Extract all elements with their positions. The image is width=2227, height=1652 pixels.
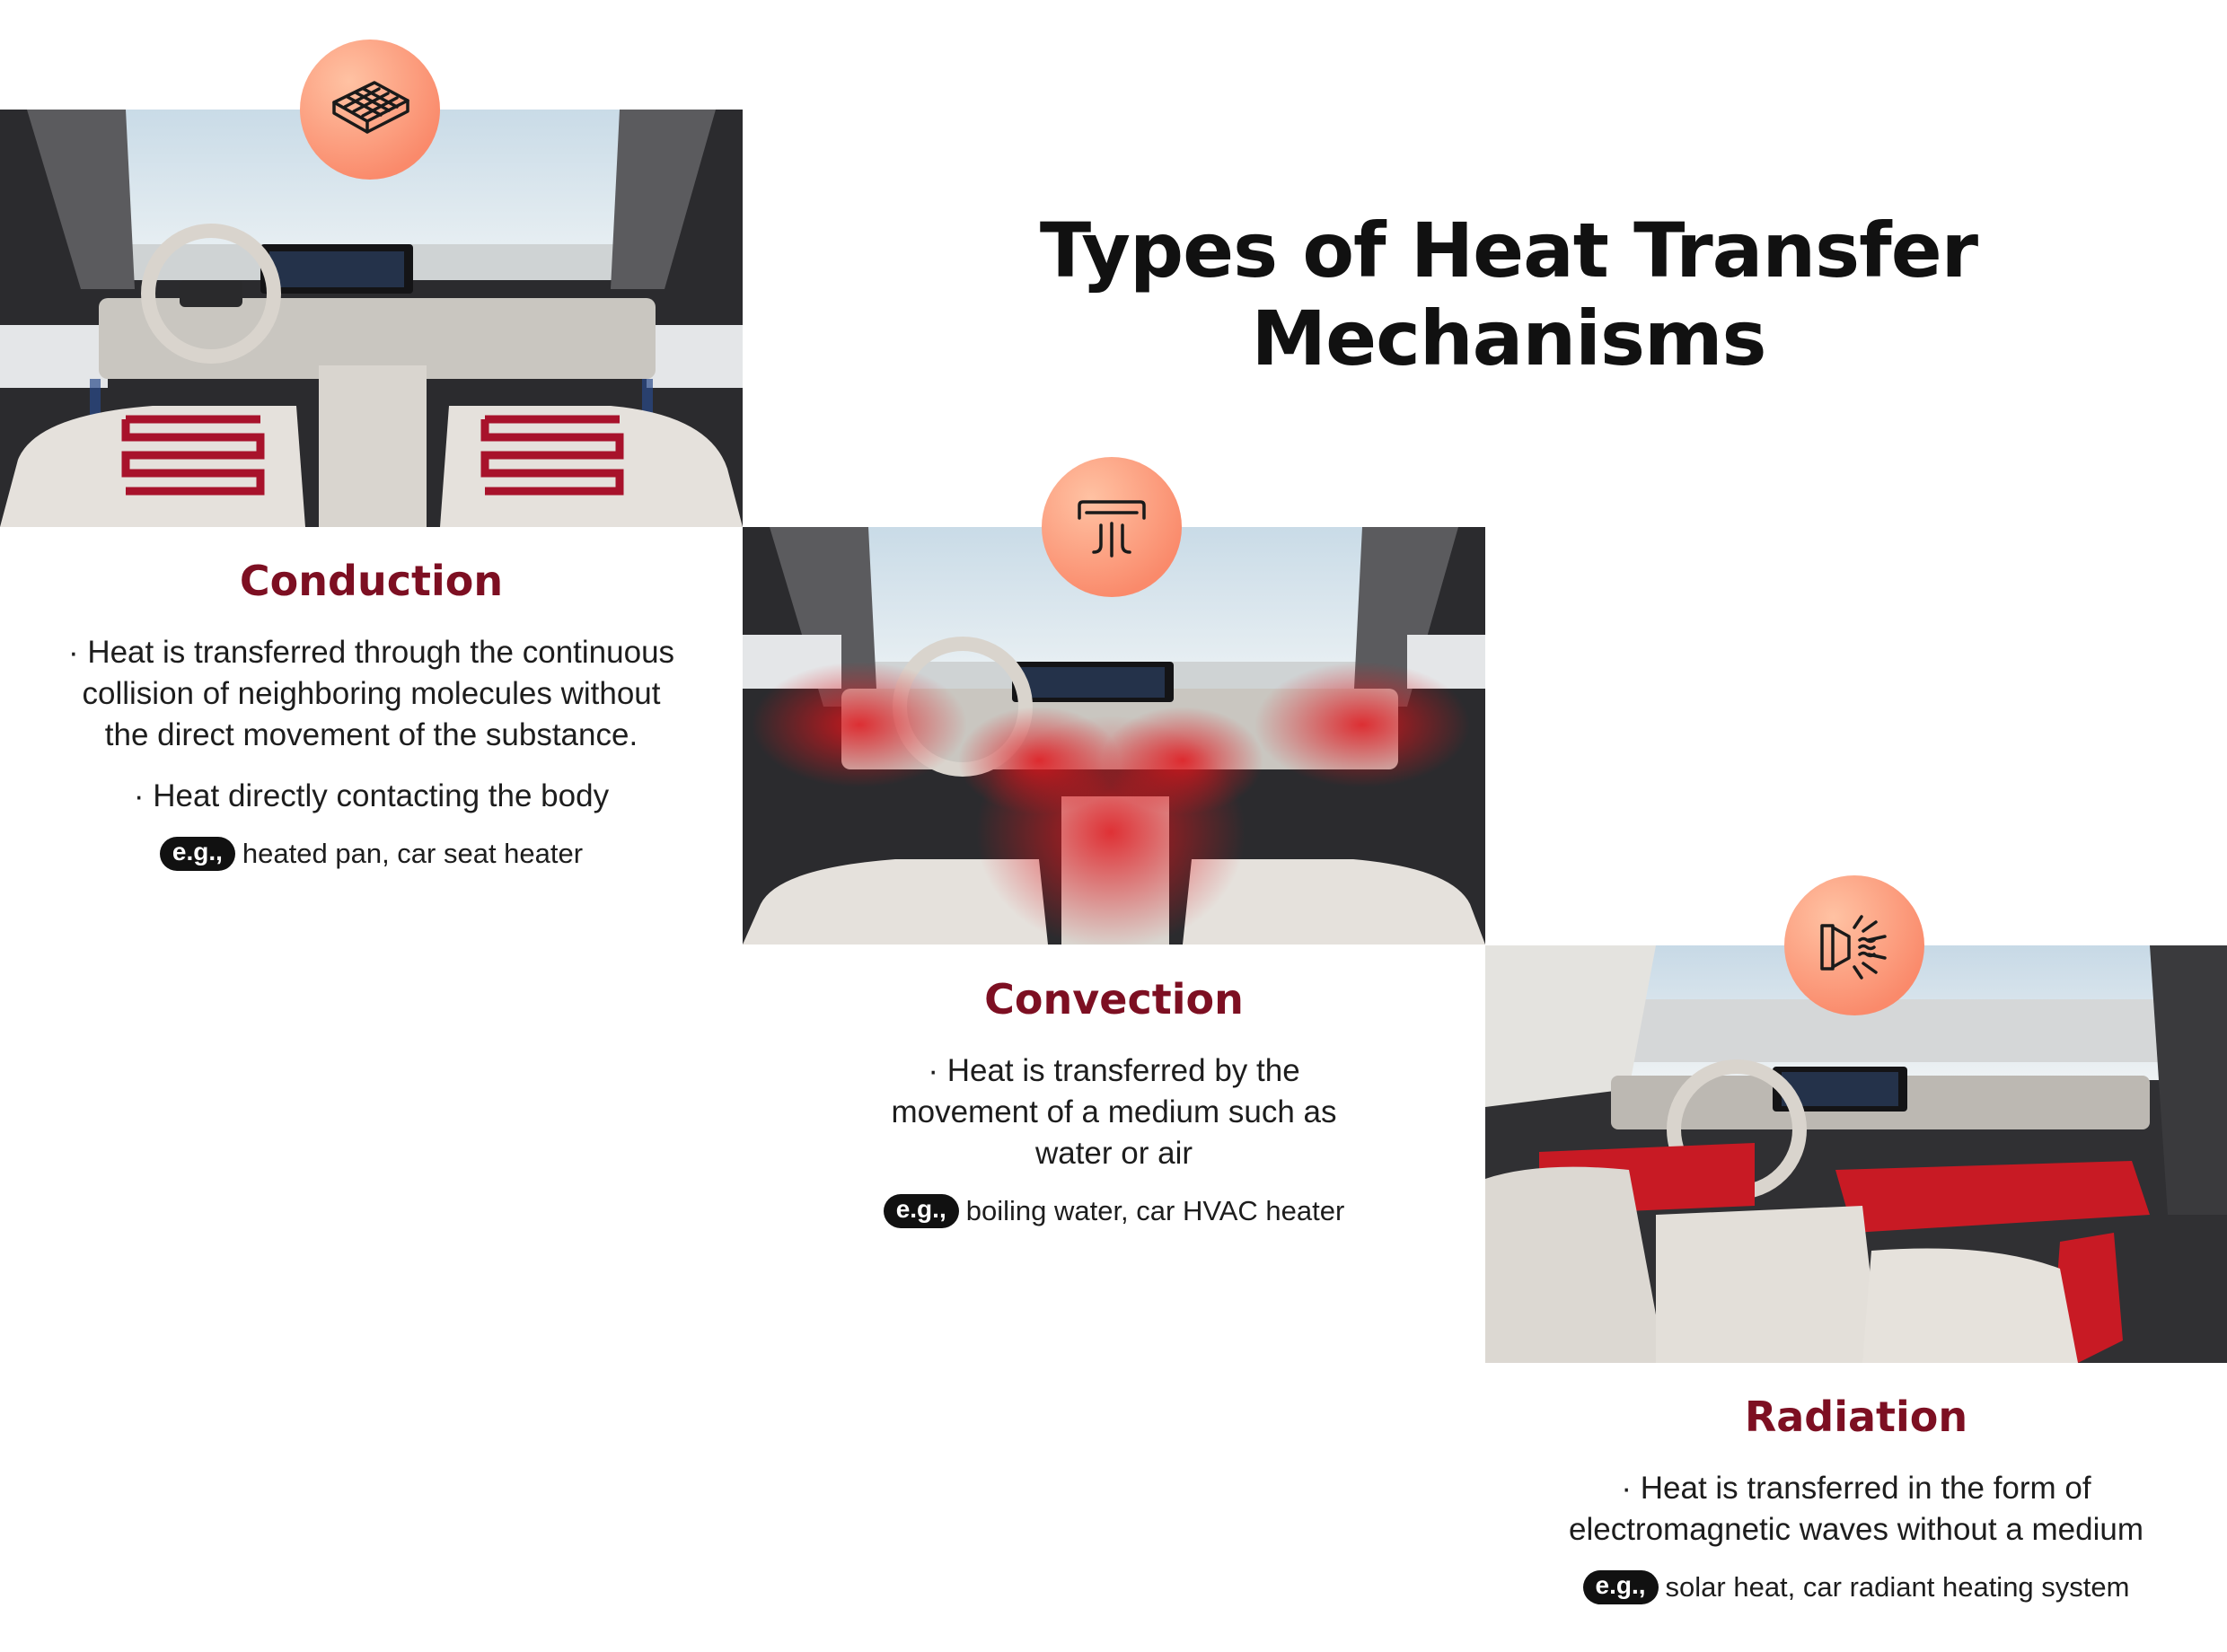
convection-example-text: boiling water, car HVAC heater — [965, 1195, 1345, 1226]
conduction-heading: Conduction — [239, 557, 504, 605]
conduction-example-text: heated pan, car seat heater — [242, 838, 584, 869]
radiant-heater-icon — [1809, 901, 1899, 990]
conduction-example — [0, 837, 743, 871]
conduction-badge — [300, 40, 440, 180]
convection-heading: Convection — [984, 975, 1244, 1024]
eg-badge: e.g., — [884, 1194, 959, 1228]
radiation-section — [1485, 1393, 2227, 1604]
eg-badge: e.g., — [160, 837, 235, 871]
air-vent-icon — [1067, 482, 1157, 572]
convection-example — [743, 1194, 1485, 1228]
radiation-bullet-1: · Heat is transferred in the form of electromagnetic waves without a medium — [1568, 1471, 2143, 1547]
heated-plate-icon — [325, 65, 415, 154]
conduction-bullet-1: · Heat is transferred through the continuous collision of neighboring molecules without the direct movement of the substance. — [67, 635, 675, 752]
radiation-example — [1485, 1570, 2227, 1604]
eg-badge: e.g., — [1583, 1570, 1659, 1604]
radiation-heading: Radiation — [1744, 1393, 1968, 1441]
page-title: Types of Heat Transfer Mechanisms — [1039, 206, 1978, 382]
convection-section — [743, 975, 1485, 1228]
conduction-section — [0, 557, 743, 871]
radiation-example-text: solar heat, car radiant heating system — [1665, 1571, 2130, 1603]
convection-bullet-1: · Heat is transferred by the movement of a medium such as water or air — [891, 1053, 1337, 1171]
radiation-badge — [1784, 875, 1924, 1015]
conduction-bullet-2: · Heat directly contacting the body — [133, 778, 610, 813]
convection-badge — [1042, 457, 1182, 597]
